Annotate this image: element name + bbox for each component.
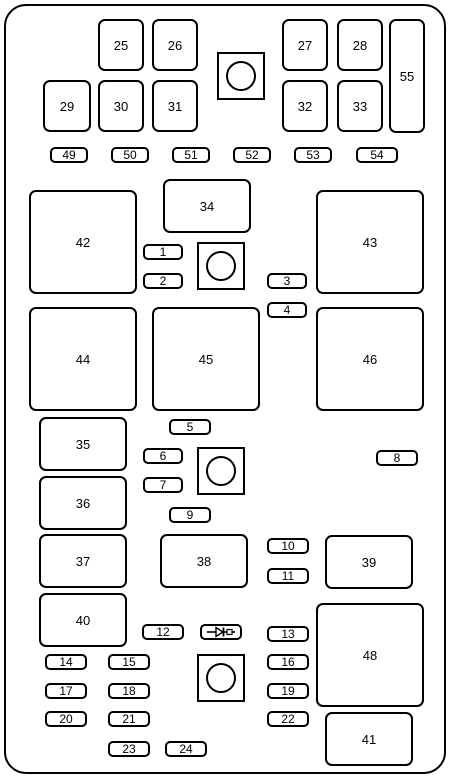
fuse-21: 21 (108, 711, 150, 727)
relay-33: 33 (337, 80, 383, 132)
relay-40: 40 (39, 593, 127, 647)
diode-icon (200, 624, 242, 640)
mounting-bolt-icon (197, 447, 245, 495)
fuse-7: 7 (143, 477, 183, 493)
fuse-20: 20 (45, 711, 87, 727)
relay-38: 38 (160, 534, 248, 588)
fuse-1: 1 (143, 244, 183, 260)
relay-31: 31 (152, 80, 198, 132)
relay-27: 27 (282, 19, 328, 71)
fuse-13: 13 (267, 626, 309, 642)
mounting-bolt-icon (197, 654, 245, 702)
fuse-3: 3 (267, 273, 307, 289)
relay-44: 44 (29, 307, 137, 411)
relay-26: 26 (152, 19, 198, 71)
relay-48: 48 (316, 603, 424, 707)
fuse-19: 19 (267, 683, 309, 699)
fuse-53: 53 (294, 147, 332, 163)
fuse-8: 8 (376, 450, 418, 466)
fuse-4: 4 (267, 302, 307, 318)
fuse-5: 5 (169, 419, 211, 435)
relay-42: 42 (29, 190, 137, 294)
relay-32: 32 (282, 80, 328, 132)
relay-28: 28 (337, 19, 383, 71)
fuse-12: 12 (142, 624, 184, 640)
fuse-23: 23 (108, 741, 150, 757)
relay-39: 39 (325, 535, 413, 589)
fuse-24: 24 (165, 741, 207, 757)
fuse-54: 54 (356, 147, 398, 163)
fuse-22: 22 (267, 711, 309, 727)
relay-43: 43 (316, 190, 424, 294)
fuse-18: 18 (108, 683, 150, 699)
relay-34: 34 (163, 179, 251, 233)
fuse-16: 16 (267, 654, 309, 670)
fuse-49: 49 (50, 147, 88, 163)
mounting-bolt-icon (197, 242, 245, 290)
fuse-2: 2 (143, 273, 183, 289)
relay-41: 41 (325, 712, 413, 766)
fuse-50: 50 (111, 147, 149, 163)
fuse-17: 17 (45, 683, 87, 699)
fuse-14: 14 (45, 654, 87, 670)
mounting-bolt-icon (217, 52, 265, 100)
relay-30: 30 (98, 80, 144, 132)
relay-55: 55 (389, 19, 425, 133)
fuse-11: 11 (267, 568, 309, 584)
relay-45: 45 (152, 307, 260, 411)
relay-25: 25 (98, 19, 144, 71)
relay-46: 46 (316, 307, 424, 411)
relay-36: 36 (39, 476, 127, 530)
fuse-15: 15 (108, 654, 150, 670)
fuse-10: 10 (267, 538, 309, 554)
fuse-51: 51 (172, 147, 210, 163)
relay-35: 35 (39, 417, 127, 471)
fuse-6: 6 (143, 448, 183, 464)
relay-29: 29 (43, 80, 91, 132)
fuse-9: 9 (169, 507, 211, 523)
relay-37: 37 (39, 534, 127, 588)
fuse-52: 52 (233, 147, 271, 163)
